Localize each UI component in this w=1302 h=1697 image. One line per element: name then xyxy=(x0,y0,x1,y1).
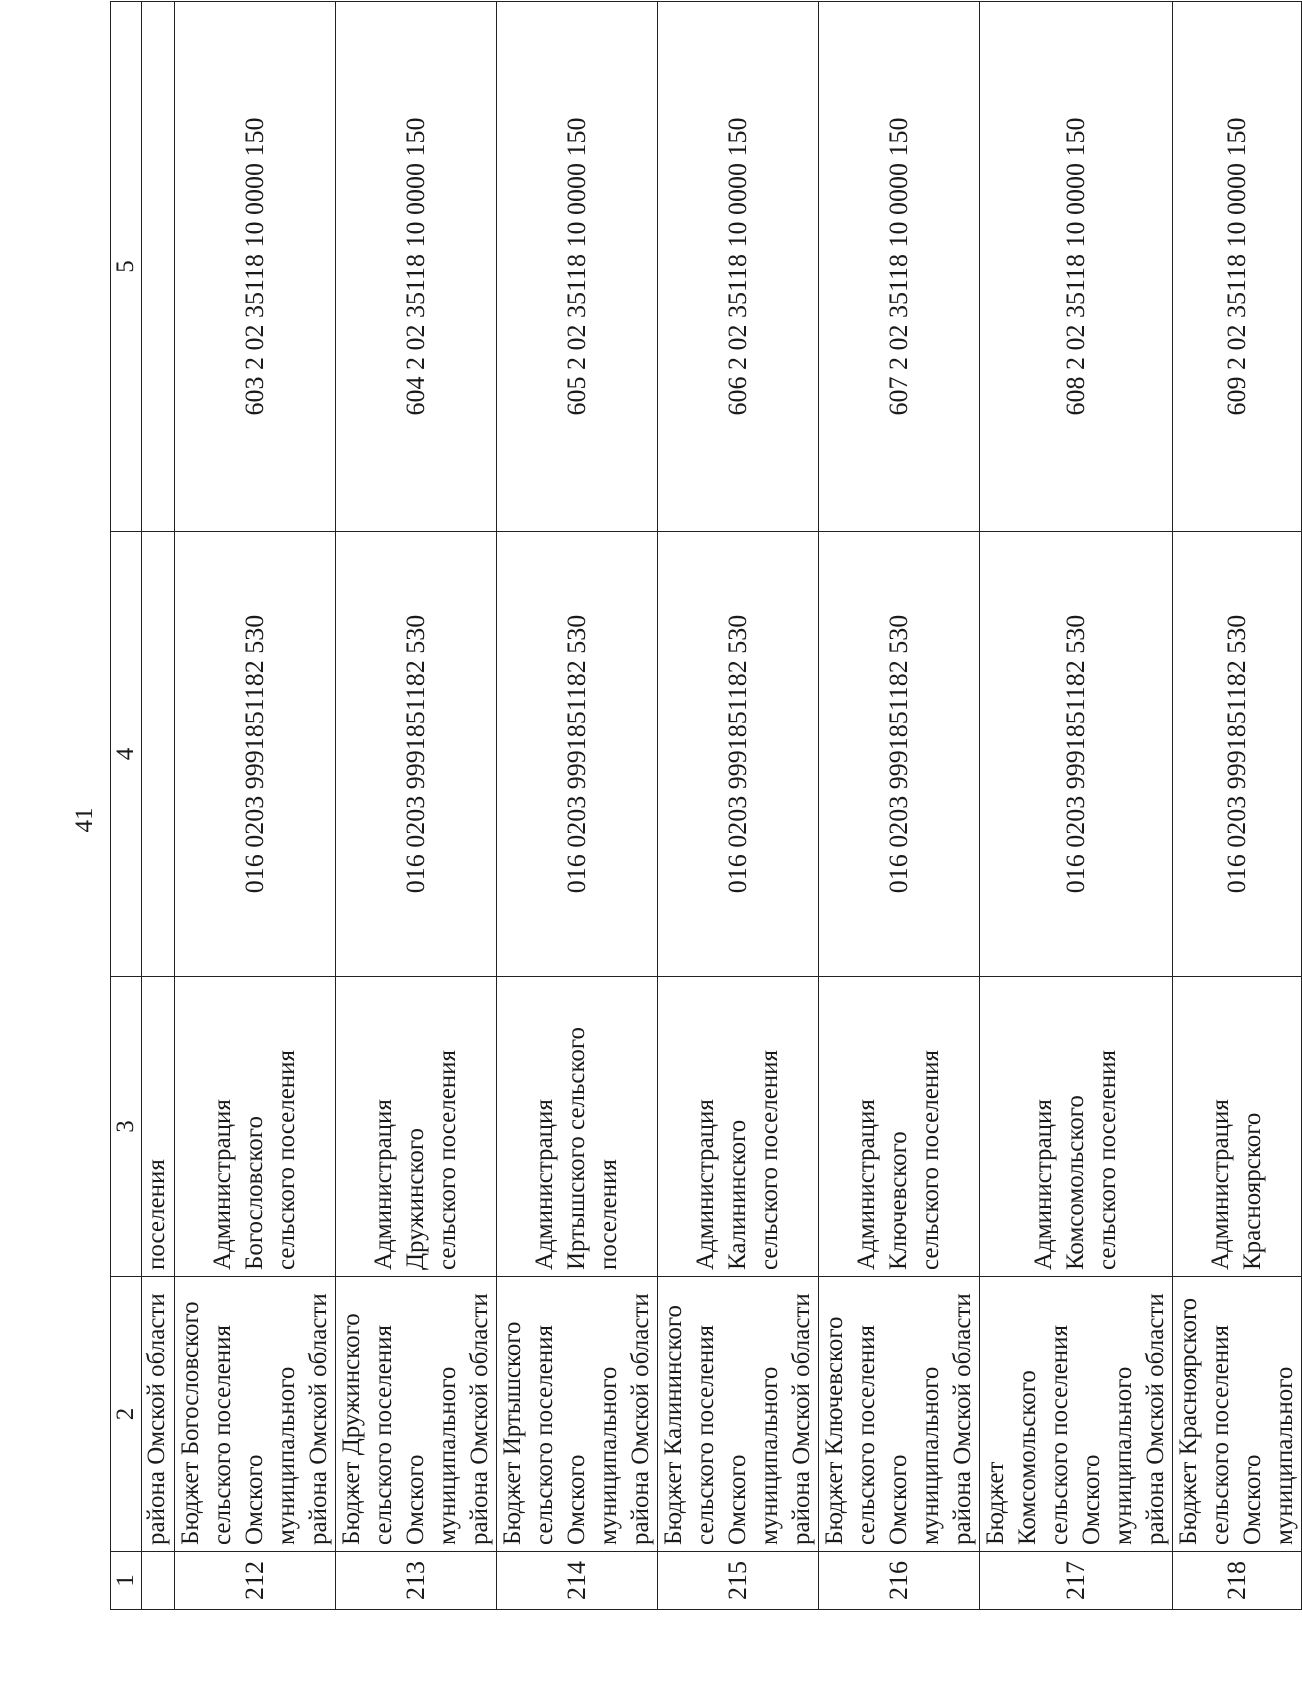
admin-cell: Администрация Ключевского сельского поселения xyxy=(819,977,980,1277)
table-row xyxy=(658,2,819,1610)
page-number: 41 xyxy=(71,807,98,833)
row-number: 213 xyxy=(336,1552,497,1610)
header-cell: 3 xyxy=(111,977,142,1277)
budget-cell: Бюджет Комсомольского сельского поселения Омского муниципального района Омской области xyxy=(980,1277,1173,1552)
continuation-code5-cell xyxy=(142,2,175,532)
row-number: 214 xyxy=(497,1552,658,1610)
code5-cell: 607 2 02 35118 10 0000 150 xyxy=(819,2,980,532)
table-row xyxy=(819,2,980,1610)
admin-cell: Администрация Иртышского сельского поселения xyxy=(497,977,658,1277)
admin-cell: Администрация Богословского сельского поселения xyxy=(175,977,336,1277)
admin-cell: Администрация Дружинского сельского поселения xyxy=(336,977,497,1277)
code4-cell: 016 0203 9991851182 530 xyxy=(819,532,980,977)
code4-cell: 016 0203 9991851182 530 xyxy=(1173,532,1302,977)
budget-cell: Бюджет Калининского сельского поселения Омского муниципального района Омской области xyxy=(658,1277,819,1552)
budget-cell: Бюджет Дружинского сельского поселения Омского муниципального района Омской области xyxy=(336,1277,497,1552)
admin-cell: Администрация Калининского сельского поселения xyxy=(658,977,819,1277)
admin-cell: Администрация Комсомольского сельского поселения xyxy=(980,977,1173,1277)
code5-cell: 603 2 02 35118 10 0000 150 xyxy=(175,2,336,532)
budget-cell: Бюджет Красноярского сельского поселения Омского муниципального xyxy=(1173,1277,1302,1552)
row-number: 216 xyxy=(819,1552,980,1610)
budget-table xyxy=(110,1,1302,1610)
row-number: 218 xyxy=(1173,1552,1302,1610)
code4-cell: 016 0203 9991851182 530 xyxy=(336,532,497,977)
row-number: 212 xyxy=(175,1552,336,1610)
code5-cell: 609 2 02 35118 10 0000 150 xyxy=(1173,2,1302,532)
row-number: 217 xyxy=(980,1552,1173,1610)
header-cell: 5 xyxy=(111,2,142,532)
code4-cell: 016 0203 9991851182 530 xyxy=(175,532,336,977)
budget-cell: Бюджет Иртышского сельского поселения Омского муниципального района Омской области xyxy=(497,1277,658,1552)
header-cell: 2 xyxy=(111,1277,142,1552)
header-cell: 4 xyxy=(111,532,142,977)
table-row xyxy=(1173,2,1302,1610)
table-row xyxy=(336,2,497,1610)
code4-cell: 016 0203 9991851182 530 xyxy=(980,532,1173,977)
code5-cell: 606 2 02 35118 10 0000 150 xyxy=(658,2,819,532)
code5-cell: 604 2 02 35118 10 0000 150 xyxy=(336,2,497,532)
continuation-row xyxy=(142,2,175,1610)
continuation-admin-cell: поселения xyxy=(142,977,175,1277)
header-cell: 1 xyxy=(111,1552,142,1610)
code5-cell: 608 2 02 35118 10 0000 150 xyxy=(980,2,1173,532)
table-row xyxy=(175,2,336,1610)
code4-cell: 016 0203 9991851182 530 xyxy=(658,532,819,977)
continuation-code4-cell xyxy=(142,532,175,977)
code4-cell: 016 0203 9991851182 530 xyxy=(497,532,658,977)
row-number: 215 xyxy=(658,1552,819,1610)
admin-cell: Администрация Красноярского xyxy=(1173,977,1302,1277)
table-row xyxy=(980,2,1173,1610)
table-row xyxy=(497,2,658,1610)
budget-cell: Бюджет Ключевского сельского поселения Омского муниципального района Омской области xyxy=(819,1277,980,1552)
code5-cell: 605 2 02 35118 10 0000 150 xyxy=(497,2,658,532)
header-row xyxy=(111,2,142,1610)
continuation-budget-cell: района Омской области xyxy=(142,1277,175,1552)
budget-cell: Бюджет Богословского сельского поселения Омского муниципального района Омской области xyxy=(175,1277,336,1552)
continuation-num-cell xyxy=(142,1552,175,1610)
rotated-page xyxy=(110,2,1298,1610)
